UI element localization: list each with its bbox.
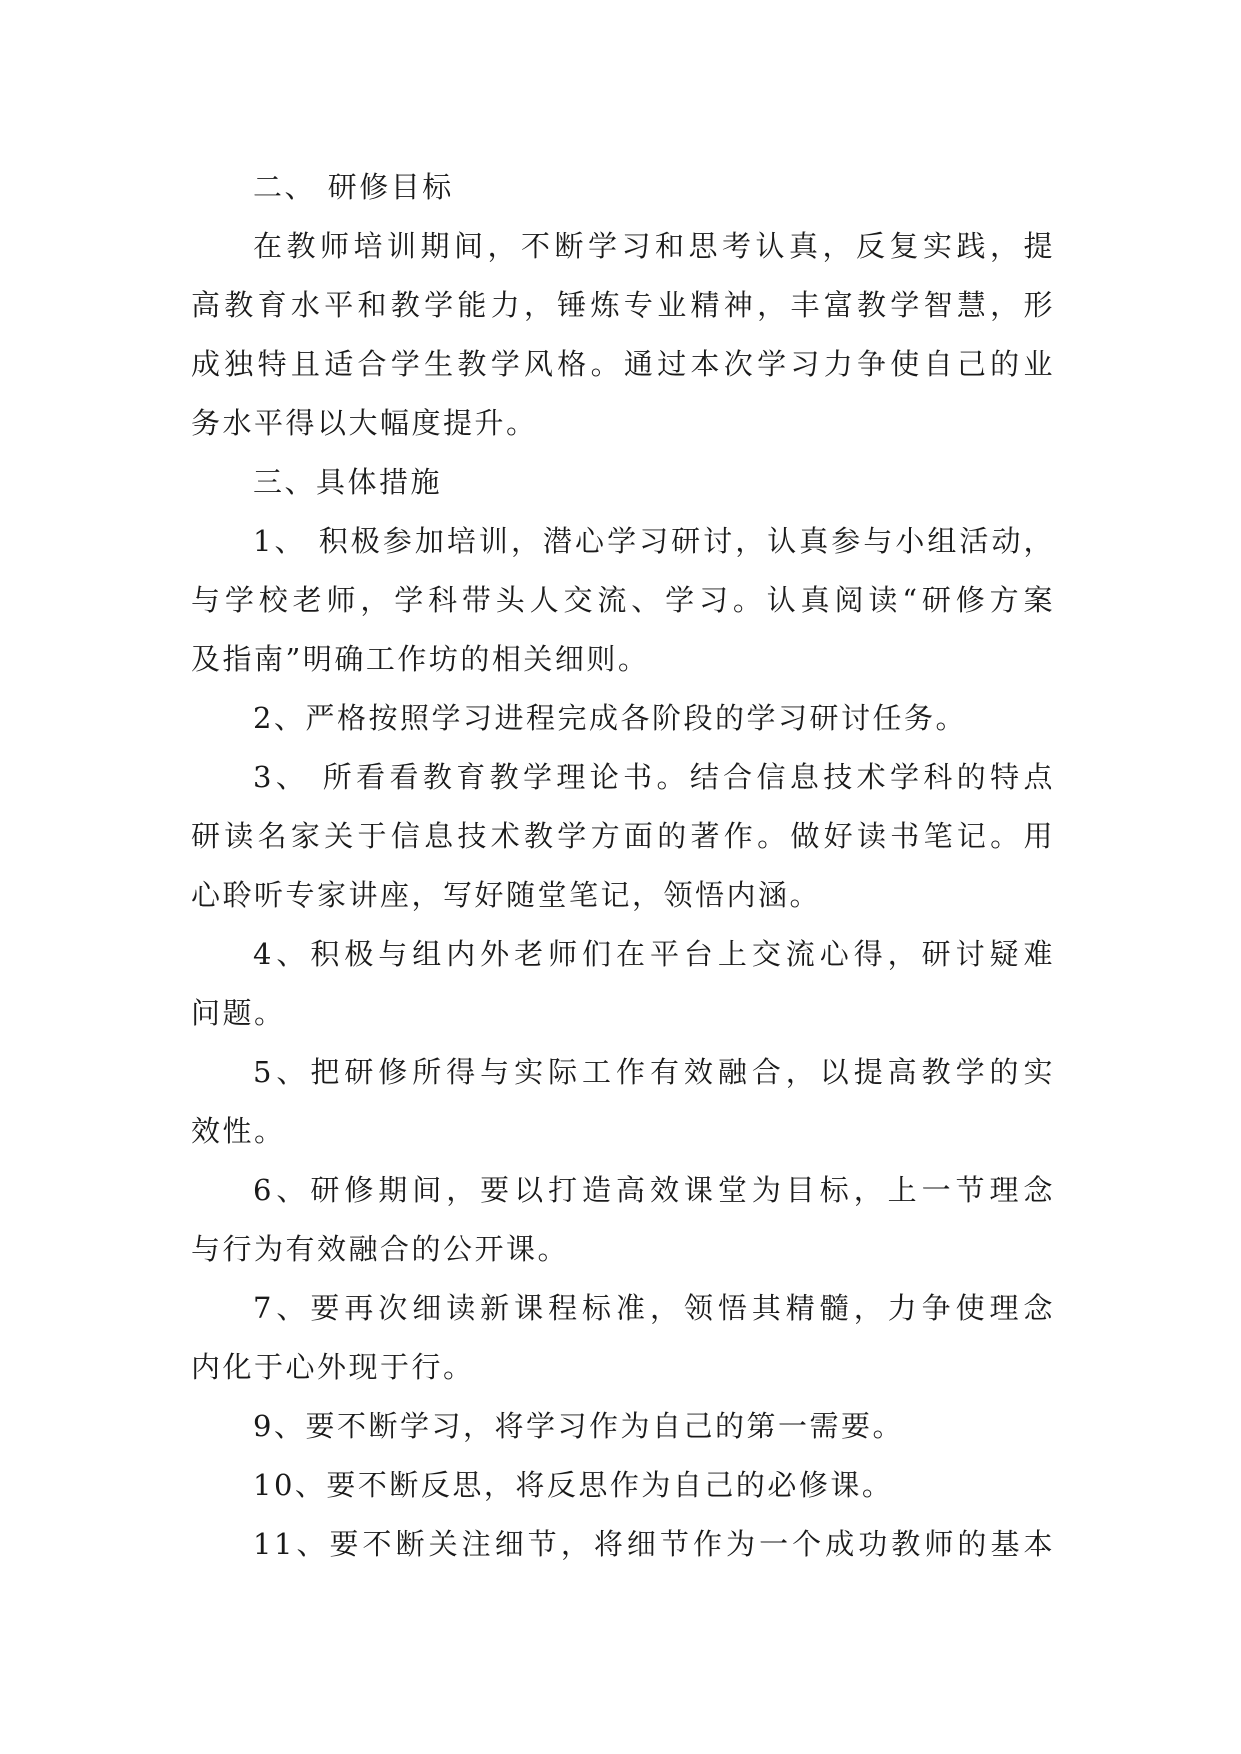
list-item-line: 1、 积极参加培训，潜心学习研讨，认真参与小组活动，	[253, 524, 1055, 558]
list-item-line: 3、 所看看教育教学理论书。结合信息技术学科的特点	[253, 760, 1055, 794]
section-heading-measures: 三、具体措施	[253, 465, 443, 499]
document-page	[191, 158, 1055, 1574]
list-item-line: 4、积极与组内外老师们在平台上交流心得，研讨疑难	[253, 937, 1055, 971]
list-item-line: 与行为有效融合的公开课。	[191, 1232, 570, 1266]
list-item-line: 10、要不断反思，将反思作为自己的必修课。	[253, 1468, 894, 1502]
list-item-line: 7、要再次细读新课程标准，领悟其精髓，力争使理念	[253, 1291, 1055, 1325]
list-item-line: 5、把研修所得与实际工作有效融合，以提高教学的实	[253, 1055, 1055, 1089]
list-item-line: 与学校老师，学科带头人交流、学习。认真阅读“研修方案	[191, 583, 1055, 617]
paragraph-line: 务水平得以大幅度提升。	[191, 406, 538, 440]
paragraph-line: 成独特且适合学生教学风格。通过本次学习力争使自己的业	[191, 347, 1055, 381]
list-item-line: 内化于心外现于行。	[191, 1350, 475, 1384]
paragraph-line: 高教育水平和教学能力，锤炼专业精神，丰富教学智慧，形	[191, 288, 1055, 322]
paragraph-line: 在教师培训期间，不断学习和思考认真，反复实践，提	[253, 229, 1055, 263]
list-item-line: 研读名家关于信息技术教学方面的著作。做好读书笔记。用	[191, 819, 1055, 853]
list-item-line: 心聆听专家讲座，写好随堂笔记，领悟内涵。	[191, 878, 822, 912]
list-item-line: 问题。	[191, 996, 286, 1030]
section-heading-goals: 二、 研修目标	[253, 170, 454, 204]
list-item-line: 效性。	[191, 1114, 286, 1148]
list-item-line: 11、要不断关注细节，将细节作为一个成功教师的基本	[253, 1527, 1055, 1561]
list-item-line: 9、要不断学习，将学习作为自己的第一需要。	[253, 1409, 904, 1443]
list-item-line: 及指南”明确工作坊的相关细则。	[191, 642, 650, 676]
list-item-line: 2、严格按照学习进程完成各阶段的学习研讨任务。	[253, 701, 967, 735]
list-item-line: 6、研修期间，要以打造高效课堂为目标，上一节理念	[253, 1173, 1055, 1207]
